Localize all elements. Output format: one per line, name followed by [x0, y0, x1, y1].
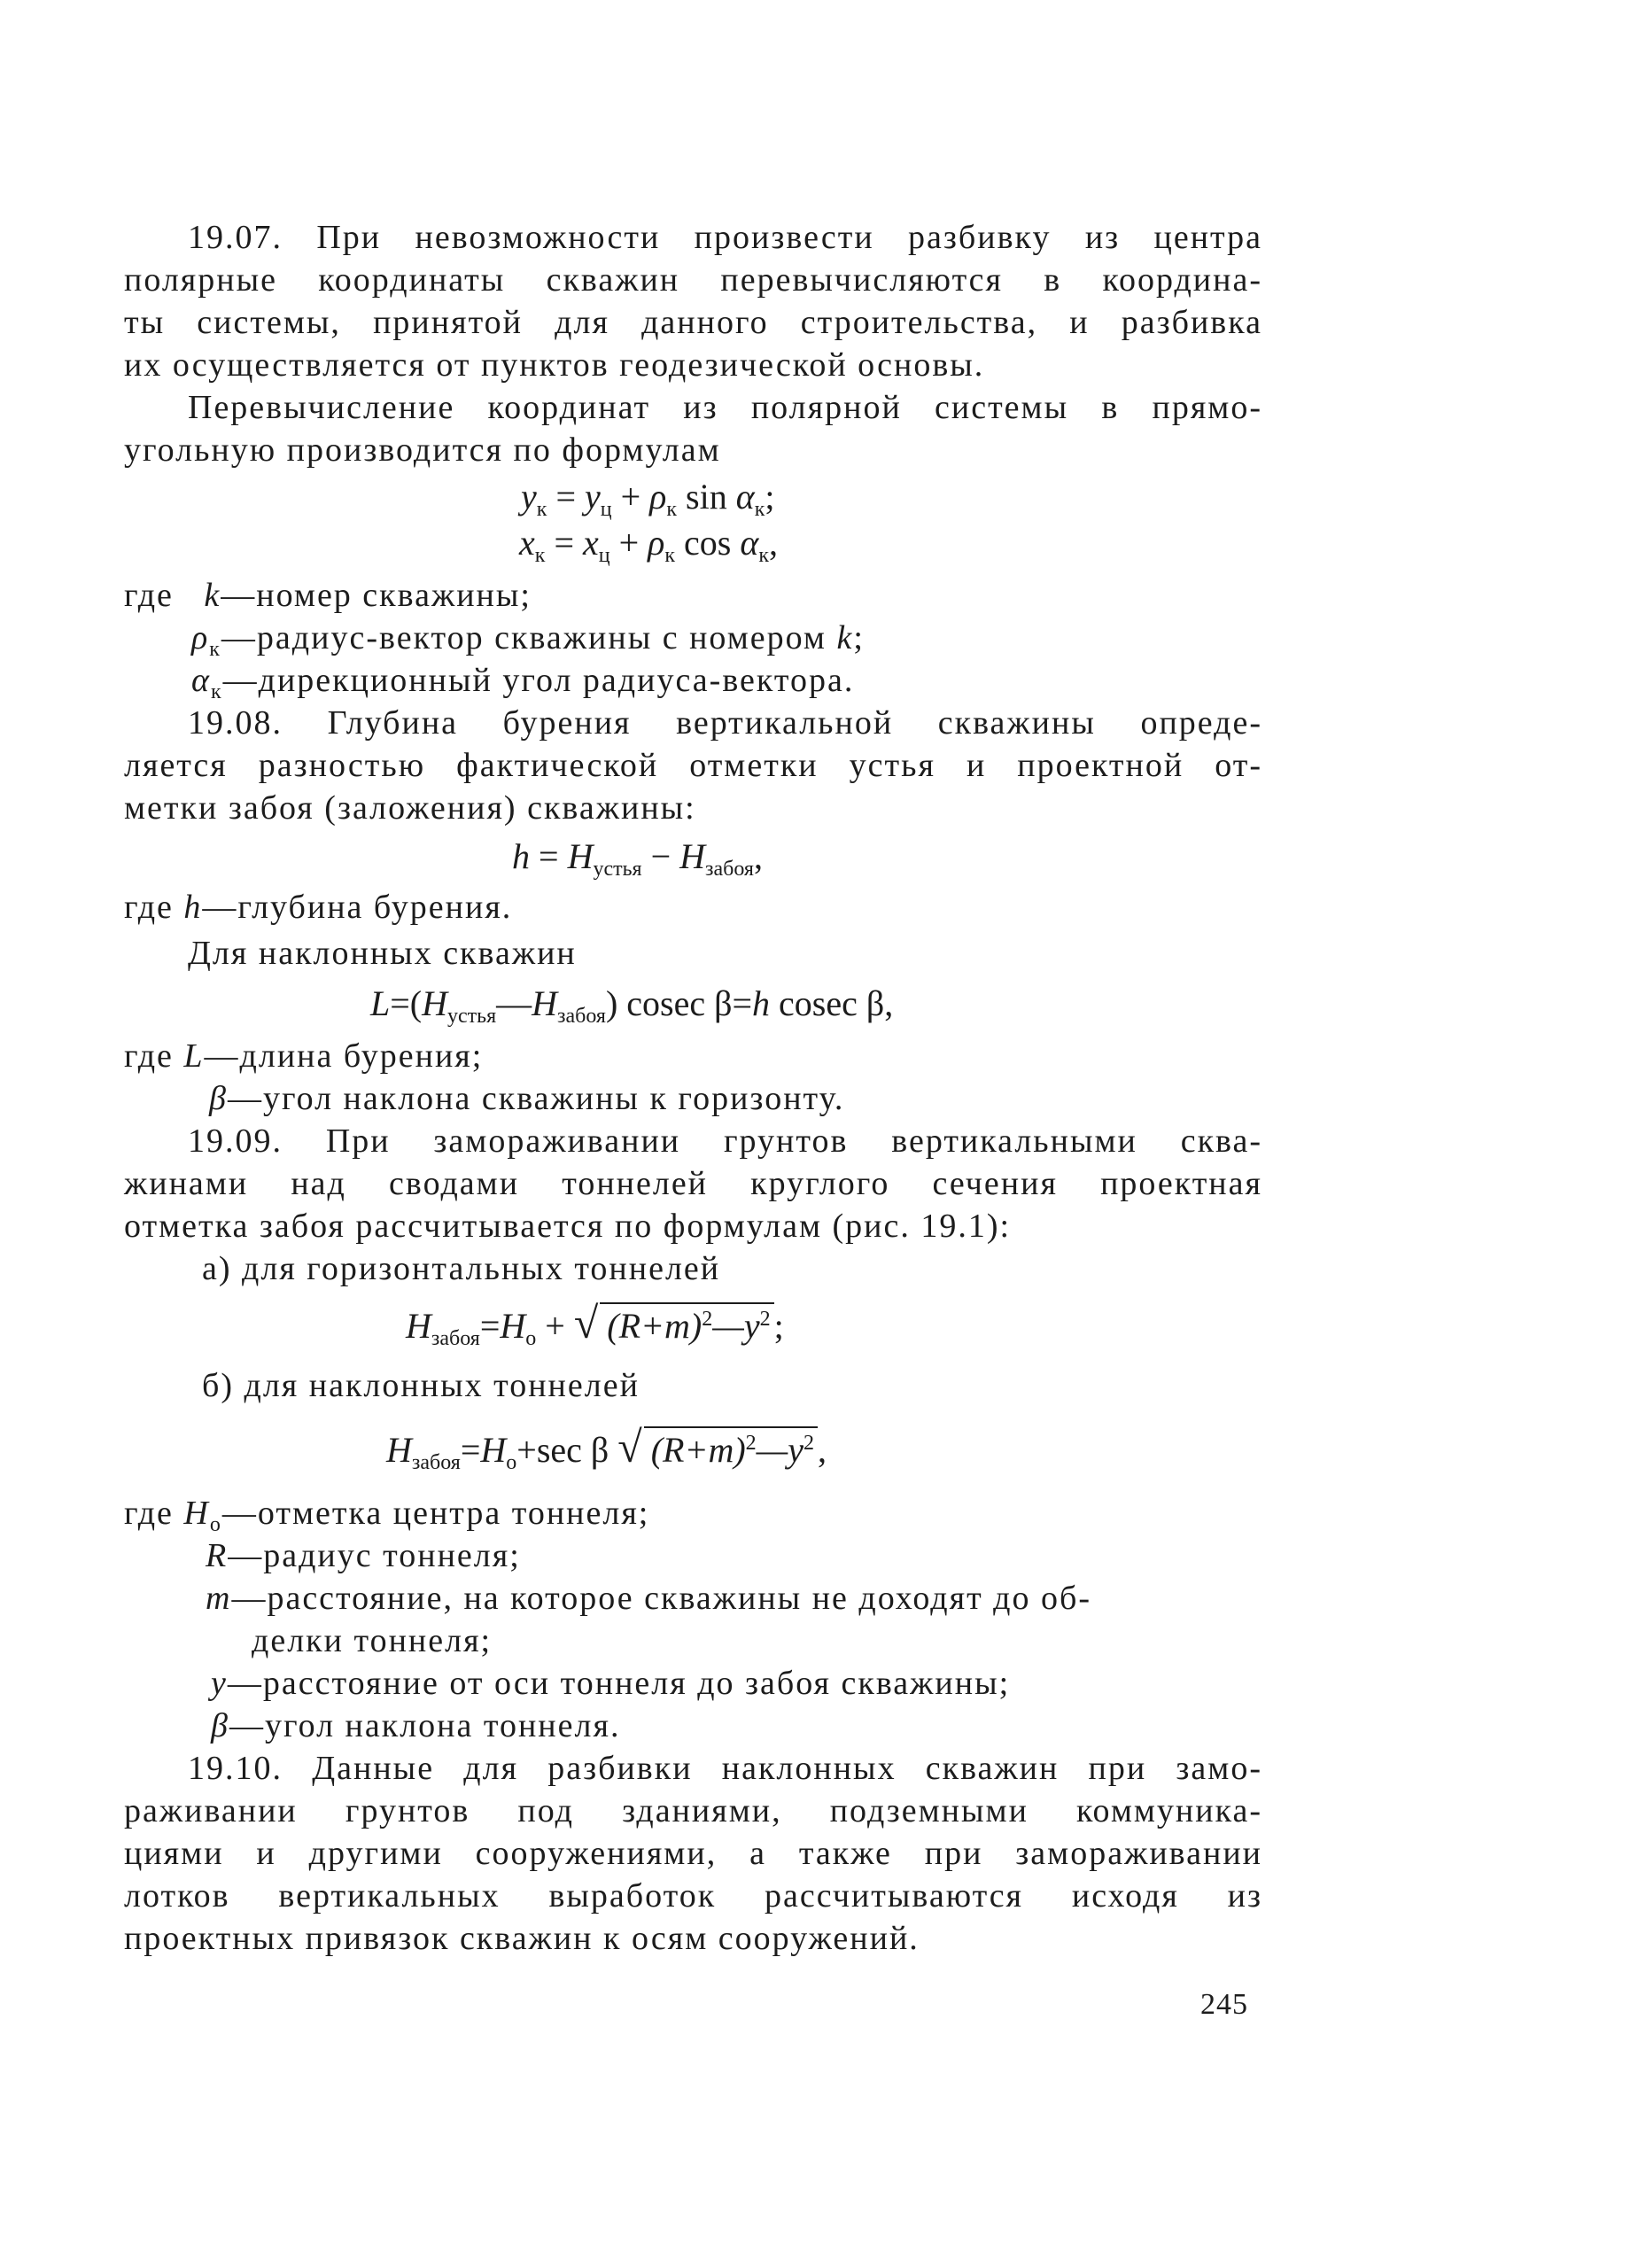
- paragraph-19-07-line-2: полярные координаты скважин перевычисляются в координа-: [124, 261, 1262, 299]
- paragraph-19-07-line-3: ты системы, принятой для данного строительства, и разбивка: [124, 304, 1262, 341]
- paragraph-19-10-line-3: циями и другими сооружениями, а также при замораживании: [124, 1835, 1262, 1872]
- definition-m-line-1: m—расстояние, на которое скважины не доходят до об-: [206, 1580, 1092, 1617]
- definition-H0: где $H_о—отметка$ центра тоннеля;: [124, 1495, 650, 1536]
- paragraph-19-10-line-2: раживании грунтов под зданиями, подземными коммуника-: [124, 1792, 1262, 1829]
- definition-alpha: $\alpha_к—дирекционный$ угол радиуса-вектора.: [191, 662, 855, 703]
- formula-drilling-depth: $h = H_{устья} - H_{забоя}$,: [512, 836, 763, 881]
- formula-bottom-mark-horizontal: $H_{забоя}=H_о$ + √ $(R+m)^2—y^2$ ;: [406, 1298, 784, 1350]
- definition-beta: β—угол наклона скважины к горизонту.: [209, 1080, 845, 1117]
- paragraph-19-07-line-1: 19.07. При невозможности произвести разбивку из центра: [188, 219, 1262, 256]
- definition-k: где k—номер скважины;: [124, 577, 532, 614]
- paragraph-19-08-line-1: 19.08. Глубина бурения вертикальной скважины опреде-: [188, 704, 1262, 742]
- paragraph-19-08-line-3: метки забоя (заложения) скважины:: [124, 789, 696, 827]
- definition-R: R—радиус тоннеля;: [206, 1537, 521, 1574]
- paragraph-19-09-line-1: 19.09. При замораживании грунтов вертикальными сква-: [188, 1122, 1262, 1160]
- definition-h: где h—глубина бурения.: [124, 889, 513, 926]
- paragraph-19-10-line-5: проектных привязок скважин к осям сооружений.: [124, 1920, 920, 1957]
- formula-x-coordinate: $x_к = x_ц + \rho_к$ $\cos \alpha_к$,: [519, 523, 779, 567]
- formula-bottom-mark-inclined: $H_{забоя}=H_о+\sec$ β √ $(R+m)^2—y^2$ ,: [386, 1422, 827, 1474]
- definition-y: y—расстояние от оси тоннеля до забоя скважины;: [211, 1665, 1011, 1702]
- paragraph-19-09-line-3: отметка забоя рассчитывается по формулам (рис. 19.1):: [124, 1208, 1012, 1245]
- paragraph-19-10-line-1: 19.10. Данные для разбивки наклонных скважин при замо-: [188, 1750, 1262, 1787]
- paragraph-recalc-line-2: угольную производится по формулам: [124, 431, 721, 469]
- definition-beta-tunnel: β—угол наклона тоннеля.: [211, 1707, 621, 1744]
- item-b-inclined-tunnels: б) для наклонных тоннелей: [202, 1367, 640, 1404]
- formula-drilling-length: $L=(H_{устья}—H_{забоя})$ cosec β=h cosec β,: [370, 983, 894, 1028]
- definition-rho: $\rho_к—радиус$-вектор скважины с номером k;: [191, 619, 865, 661]
- item-a-horizontal-tunnels: а) для горизонтальных тоннелей: [202, 1250, 721, 1287]
- definition-m-line-2: делки тоннеля;: [252, 1622, 493, 1659]
- formula-y-coordinate: $y_к = y_ц + \rho_к$ $\sin \alpha_к$;: [521, 477, 775, 521]
- definition-L: где L—длина бурения;: [124, 1037, 484, 1075]
- paragraph-inclined-wells: Для наклонных скважин: [188, 935, 577, 972]
- paragraph-19-09-line-2: жинами над сводами тоннелей круглого сечения проектная: [124, 1165, 1262, 1202]
- paragraph-19-10-line-4: лотков вертикальных выработок рассчитываются исходя из: [124, 1877, 1262, 1915]
- page-number: 245: [1200, 1988, 1248, 2021]
- paragraph-recalc-line-1: Перевычисление координат из полярной системы в прямо-: [188, 389, 1262, 426]
- paragraph-19-08-line-2: ляется разностью фактической отметки устья и проектной от-: [124, 747, 1262, 784]
- paragraph-19-07-line-4: их осуществляется от пунктов геодезической основы.: [124, 346, 985, 384]
